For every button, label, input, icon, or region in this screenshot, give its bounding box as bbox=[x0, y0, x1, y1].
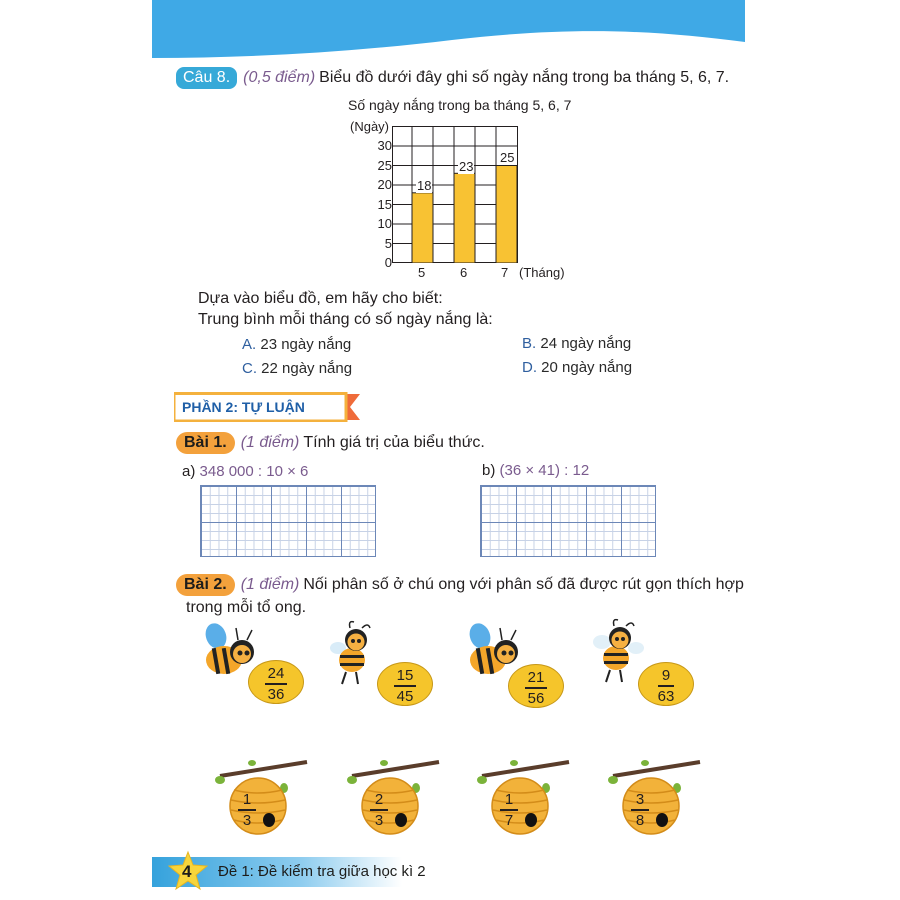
bee-fraction-3: 21 56 bbox=[512, 670, 560, 706]
y-tick-30: 30 bbox=[377, 138, 392, 153]
y-tick-0: 0 bbox=[384, 255, 392, 270]
question-8-points: (0,5 điểm) bbox=[243, 69, 316, 86]
bai-2-badge: Bài 2. bbox=[176, 574, 235, 596]
bai-1-text: Tính giá trị của biểu thức. bbox=[303, 434, 485, 451]
bar-month-5 bbox=[412, 193, 433, 263]
chart-grid bbox=[392, 126, 518, 263]
beehive-icon-4 bbox=[605, 758, 705, 838]
chart-x-axis-label: (Tháng) bbox=[519, 265, 565, 280]
header-wave-decoration bbox=[152, 0, 745, 60]
hive-fraction-1[interactable]: 1 3 bbox=[238, 792, 256, 828]
chart-y-axis-label: (Ngày) bbox=[350, 119, 390, 134]
bee-icon-2 bbox=[328, 620, 384, 690]
x-tick-7: 7 bbox=[501, 265, 509, 280]
section-2-title: PHẦN 2: TỰ LUẬN bbox=[182, 399, 305, 415]
y-tick-10: 10 bbox=[377, 216, 392, 231]
bai-1-expression-b: b) (36 × 41) : 12 bbox=[482, 462, 590, 479]
beehive-icon-2 bbox=[344, 758, 444, 838]
x-tick-5: 5 bbox=[418, 265, 426, 280]
bai-1-expression-a: a) 348 000 : 10 × 6 bbox=[182, 463, 309, 480]
bee-fraction-4: 9 63 bbox=[657, 667, 675, 705]
option-c[interactable]: C. 22 ngày nắng bbox=[242, 360, 353, 377]
section-2-banner bbox=[174, 392, 362, 422]
question-8-badge: Câu 8. bbox=[176, 67, 237, 89]
hive-fraction-2[interactable]: 2 3 bbox=[370, 792, 388, 828]
bar-label-7: 25 bbox=[500, 150, 515, 165]
hive-fraction-3[interactable]: 1 7 bbox=[500, 792, 518, 828]
y-tick-15: 15 bbox=[377, 197, 392, 212]
option-d[interactable]: D. 20 ngày nắng bbox=[522, 359, 633, 376]
bar-month-7 bbox=[496, 166, 517, 264]
chart-title: Số ngày nắng trong ba tháng 5, 6, 7 bbox=[348, 97, 572, 113]
question-8-prompt-2: Trung bình mỗi tháng có số ngày nắng là: bbox=[198, 311, 493, 328]
beehive-icon-3 bbox=[474, 758, 574, 838]
bar-chart bbox=[392, 126, 518, 263]
bar-label-6: 23 bbox=[459, 159, 474, 174]
bai-1-badge: Bài 1. bbox=[176, 432, 235, 454]
bee-fraction-1: 24 36 bbox=[252, 666, 300, 702]
hive-fraction-4[interactable]: 3 8 bbox=[631, 792, 649, 828]
y-tick-25: 25 bbox=[377, 158, 392, 173]
y-tick-5: 5 bbox=[384, 236, 392, 251]
bai-1-header bbox=[176, 432, 485, 454]
bai-2-text: Nối phân số ở chú ong với phân số đã được rút gọn thích hợp bbox=[303, 576, 744, 593]
bai-2-header bbox=[176, 574, 744, 596]
footer-title: Đề 1: Đề kiểm tra giữa học kì 2 bbox=[218, 863, 426, 880]
bai-2-text-line-2: trong mỗi tổ ong. bbox=[186, 599, 307, 616]
option-a[interactable]: A. 23 ngày nắng bbox=[242, 336, 352, 353]
question-8-header bbox=[176, 67, 729, 89]
bai-1-points: (1 điểm) bbox=[240, 434, 300, 451]
bar-label-5: 18 bbox=[417, 178, 432, 193]
x-tick-6: 6 bbox=[460, 265, 468, 280]
option-b[interactable]: B. 24 ngày nắng bbox=[522, 335, 632, 352]
question-8-prompt-1: Dựa vào biểu đồ, em hãy cho biết: bbox=[198, 290, 443, 307]
worksheet-page bbox=[152, 0, 745, 900]
answer-grid-a[interactable] bbox=[200, 485, 376, 557]
bee-fraction-2: 15 45 bbox=[381, 668, 429, 704]
y-tick-20: 20 bbox=[377, 177, 392, 192]
page-number: 4 bbox=[182, 862, 192, 881]
bai-2-points: (1 điểm) bbox=[240, 576, 300, 593]
question-8-text: Biểu đồ dưới đây ghi số ngày nắng trong ba tháng 5, 6, 7. bbox=[319, 69, 730, 86]
answer-grid-b[interactable] bbox=[480, 485, 656, 557]
bar-month-6 bbox=[454, 173, 475, 263]
beehive-icon-1 bbox=[212, 758, 312, 838]
